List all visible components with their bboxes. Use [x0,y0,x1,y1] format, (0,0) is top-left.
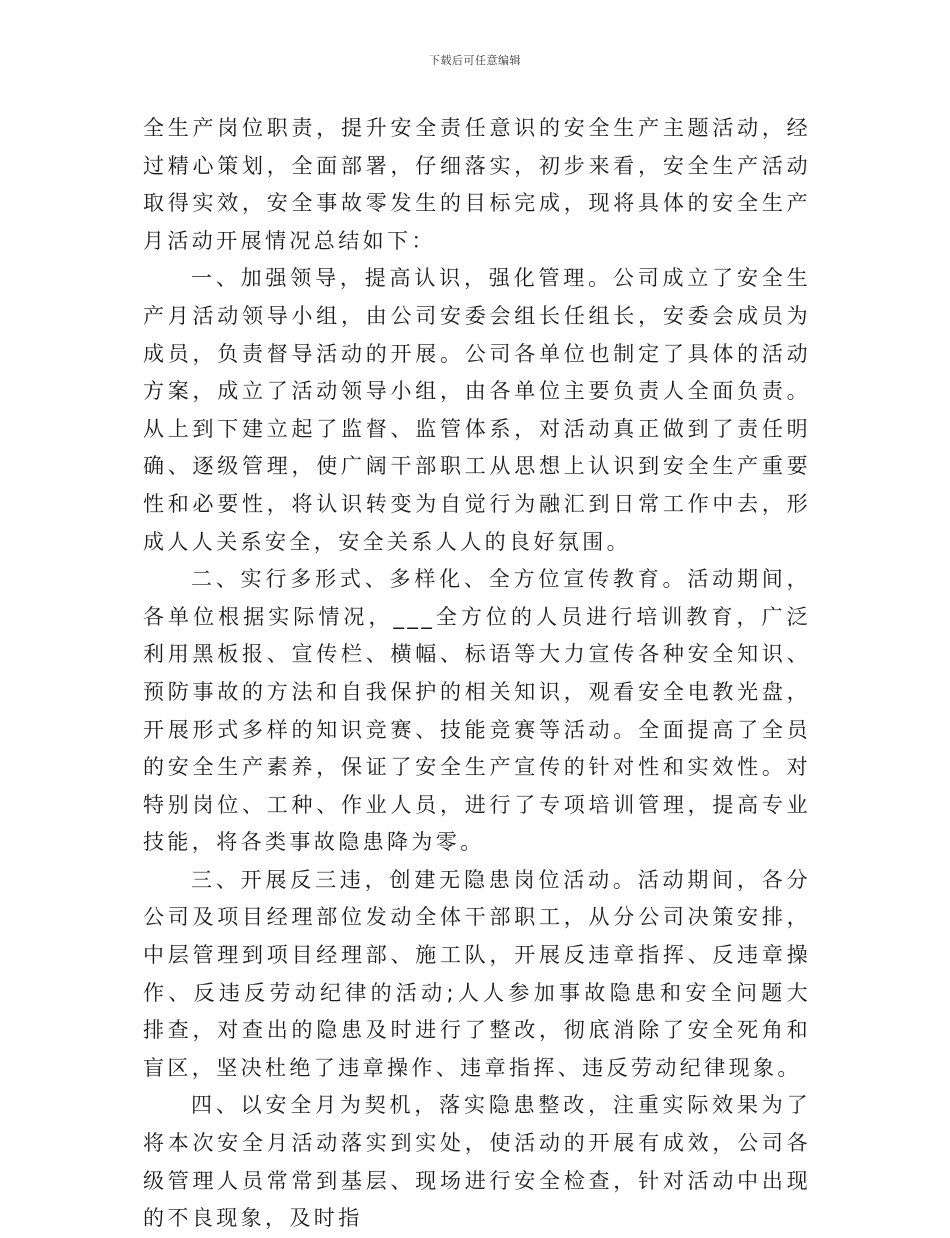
paragraph-section-4: 四、以安全月为契机，落实隐患整改，注重实际效果为了将本次安全月活动落实到实处，使活动的开展有成效，公司各级管理人员常常到基层、现场进行安全检查，针对活动中出现的不良现象，及时指 [143,1093,811,1231]
paragraph-section-1: 一、加强领导，提高认识，强化管理。公司成立了安全生产月活动领导小组，由公司安委会组长任组长，安委会成员为成员，负责督导活动的开展。公司各单位也制定了具体的活动方案，成立了活动领导小组，由各单位主要负责人全面负责。从上到下建立起了监督、监管体系，对活动真正做到了责任明确、逐级管理，使广阔干部职工从思想上认识到安全生产重要性和必要性，将认识转变为自觉行为融汇到日常工作中去，形成人人关系安全，安全关系人人的良好氛围。 [143,266,811,554]
paragraph-section-3: 三、开展反三违，创建无隐患岗位活动。活动期间，各分公司及项目经理部位发动全体干部职工，从分公司决策安排，中层管理到项目经理部、施工队，开展反违章指挥、反违章操作、反违反劳动纪律的活动;人人参加事故隐患和安全问题大排查，对查出的隐患及时进行了整改，彻底消除了安全死角和盲区，坚决杜绝了违章操作、违章指挥、违反劳动纪律现象。 [143,867,811,1080]
paragraph-intro: 全生产岗位职责，提升安全责任意识的安全生产主题活动，经过精心策划，全面部署，仔细落实，初步来看，安全生产活动取得实效，安全事故零发生的目标完成，现将具体的安全生产月活动开展情况总结如下： [143,116,811,253]
paragraph-section-2: 二、实行多形式、多样化、全方位宣传教育。活动期间，各单位根据实际情况，___全方位的人员进行培训教育，广泛利用黑板报、宣传栏、横幅、标语等大力宣传各种安全知识、预防事故的方法和自我保护的相关知识，观看安全电教光盘，开展形式多样的知识竞赛、技能竞赛等活动。全面提高了全员的安全生产素养，保证了安全生产宣传的针对性和实效性。对特别岗位、工种、作业人员，进行了专项培训管理，提高专业技能，将各类事故隐患降为零。 [143,567,811,855]
document-body [143,110,811,1238]
page-header: 下载后可任意编辑 [429,54,521,67]
